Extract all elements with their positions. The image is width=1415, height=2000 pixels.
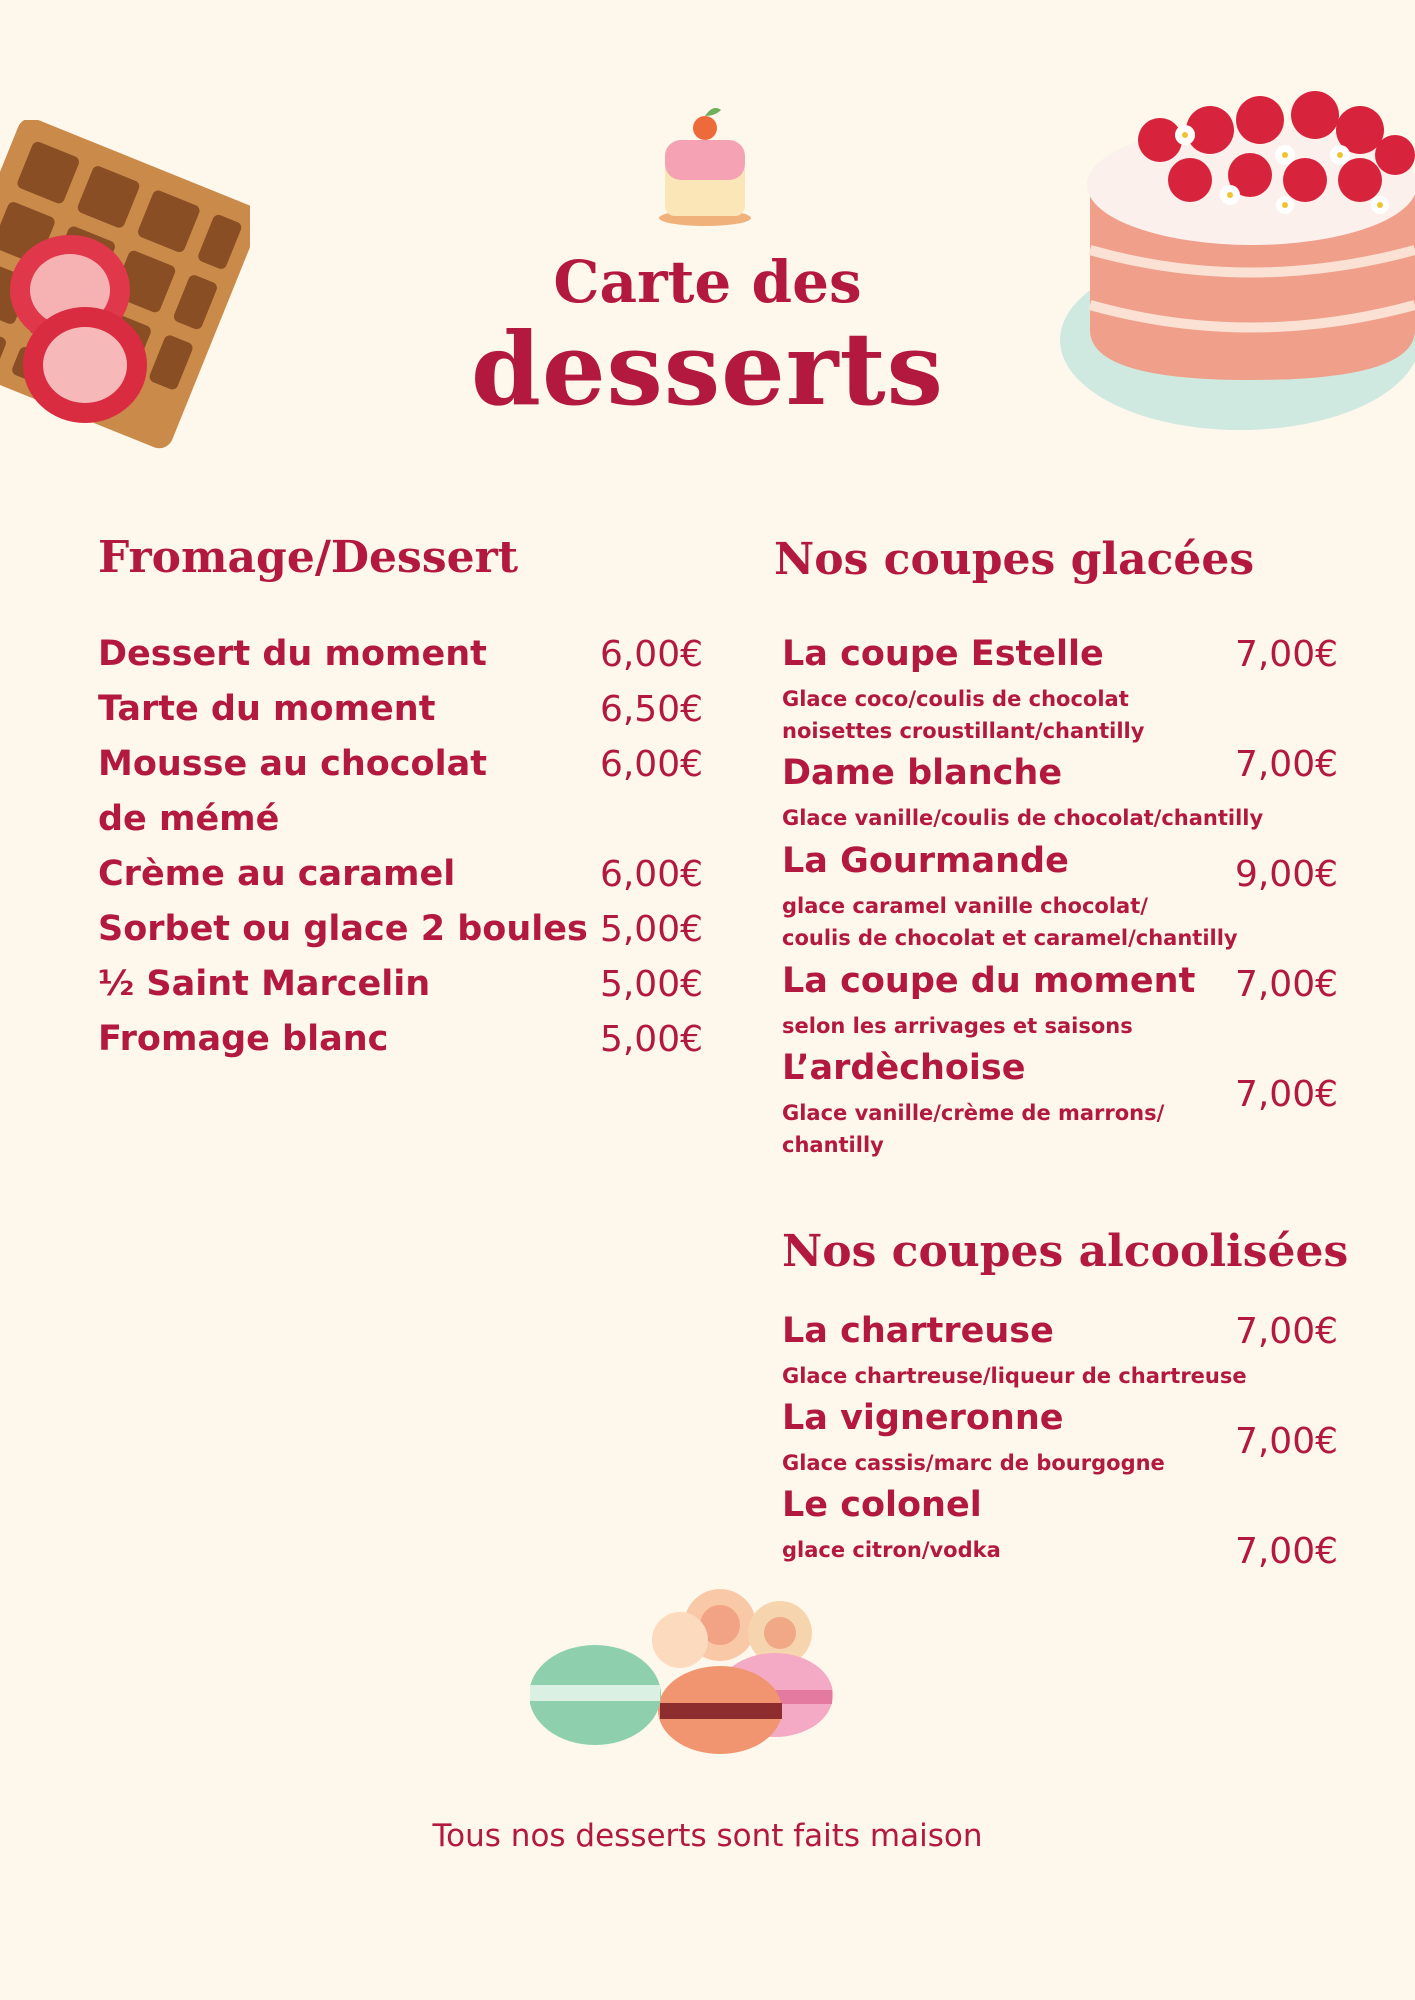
menu-item-price: 6,00€ <box>599 634 703 675</box>
menu-item-name: L’ardèchoise <box>782 1048 1026 1088</box>
menu-item-name: Le colonel <box>782 1485 982 1525</box>
menu-item-name: La coupe du moment <box>782 961 1196 1001</box>
section-title-coupes-glacees: Nos coupes glacées <box>774 534 1255 585</box>
menu-item-price: 7,00€ <box>1234 1531 1338 1572</box>
footer-note: Tous nos desserts sont faits maison <box>432 1818 983 1854</box>
menu-item-name: La Gourmande <box>782 841 1069 881</box>
menu-item-description: selon les arrivages et saisons <box>782 1014 1133 1038</box>
menu-item-price: 7,00€ <box>1234 744 1338 785</box>
menu-item-name: La coupe Estelle <box>782 634 1104 674</box>
menu-item-price: 6,00€ <box>599 854 703 895</box>
menu-item-name: Dame blanche <box>782 753 1063 793</box>
section-title-fromage-dessert: Fromage/Dessert <box>98 532 519 583</box>
menu-item-description: Glace cassis/marc de bourgogne <box>782 1451 1165 1475</box>
menu-item-description: Glace vanille/crème de marrons/ <box>782 1101 1165 1125</box>
menu-item-price: 5,00€ <box>599 964 703 1005</box>
menu-item-price: 5,00€ <box>599 909 703 950</box>
menu-item-name: Tarte du moment <box>98 689 436 729</box>
section-title-coupes-alcoolisees: Nos coupes alcoolisées <box>782 1226 1349 1277</box>
menu-item-description: Glace coco/coulis de chocolat <box>782 687 1129 711</box>
menu-item-description: glace caramel vanille chocolat/ <box>782 894 1148 918</box>
menu-item-price: 7,00€ <box>1234 1311 1338 1352</box>
menu-item-name-line2: de mémé <box>98 799 280 839</box>
menu-item-name: Dessert du moment <box>98 634 487 674</box>
menu-item-name: ½ Saint Marcelin <box>98 964 431 1004</box>
cake-slice-icon <box>650 100 760 230</box>
menu-item-price: 6,50€ <box>599 689 703 730</box>
menu-item-name: Sorbet ou glace 2 boules <box>98 909 588 949</box>
menu-item-price: 7,00€ <box>1234 634 1338 675</box>
menu-item-name: Fromage blanc <box>98 1019 389 1059</box>
menu-item-description: noisettes croustillant/chantilly <box>782 719 1145 743</box>
menu-item-description: coulis de chocolat et caramel/chantilly <box>782 926 1238 950</box>
menu-item-price: 7,00€ <box>1234 1074 1338 1115</box>
menu-item-price: 6,00€ <box>599 744 703 785</box>
menu-item-price: 5,00€ <box>599 1019 703 1060</box>
menu-item-price: 7,00€ <box>1234 1421 1338 1462</box>
menu-item-price: 9,00€ <box>1234 854 1338 895</box>
menu-title-line2: desserts <box>471 310 944 428</box>
menu-item-name: Crème au caramel <box>98 854 456 894</box>
menu-item-description: Glace chartreuse/liqueur de chartreuse <box>782 1364 1247 1388</box>
macarons-illustration <box>530 1585 890 1770</box>
menu-item-name: La vigneronne <box>782 1398 1064 1438</box>
menu-item-name: La chartreuse <box>782 1311 1054 1351</box>
menu-item-description: Glace vanille/coulis de chocolat/chantilly <box>782 806 1264 830</box>
menu-item-description: chantilly <box>782 1133 884 1157</box>
menu-item-name: Mousse au chocolat <box>98 744 487 784</box>
menu-title-line1: Carte des <box>553 248 862 316</box>
menu-item-description: glace citron/vodka <box>782 1538 1001 1562</box>
menu-item-price: 7,00€ <box>1234 964 1338 1005</box>
